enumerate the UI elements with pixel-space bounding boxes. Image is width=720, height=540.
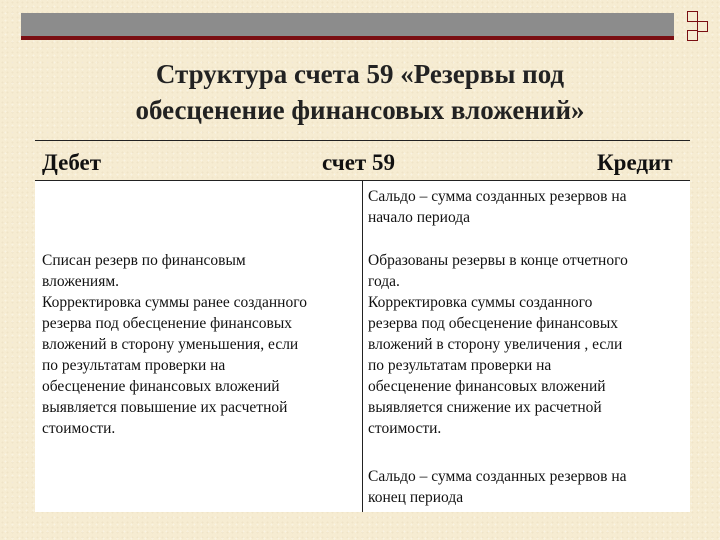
decorative-top-bar xyxy=(21,13,674,40)
decorative-square xyxy=(687,30,698,41)
column-divider xyxy=(362,180,363,512)
title-line-1: Структура счета 59 «Резервы под xyxy=(155,59,565,89)
decorative-square xyxy=(697,21,708,32)
account-label: счет 59 xyxy=(322,150,395,175)
credit-closing-balance: Сальдо – сумма созданных резервов на конец периода xyxy=(368,468,627,506)
debit-label: Дебет xyxy=(42,150,102,175)
debit-entries: Списан резерв по финансовым вложениям. Корректировка суммы ранее созданного резерва под обесценение финансовых вложений в сторону уменьшения, если по результатам проверки на обесценение финансовых вложений выявляется повышение их расчетной стоимости. xyxy=(42,252,307,437)
title-line-2: обесценение финансовых вложений» xyxy=(135,95,585,125)
credit-entries: Образованы резервы в конце отчетного года. Корректировка суммы созданного резерва под обесценение финансовых вложений в сторону увеличения , если по результатам проверки на обесценение финансовых вложений выявляется снижение их расчетной стоимости. xyxy=(368,252,628,437)
header-rule xyxy=(35,140,690,141)
credit-label: Кредит xyxy=(597,150,673,175)
slide-title xyxy=(0,56,720,128)
credit-opening-balance: Сальдо – сумма созданных резервов на начало периода xyxy=(368,188,627,226)
